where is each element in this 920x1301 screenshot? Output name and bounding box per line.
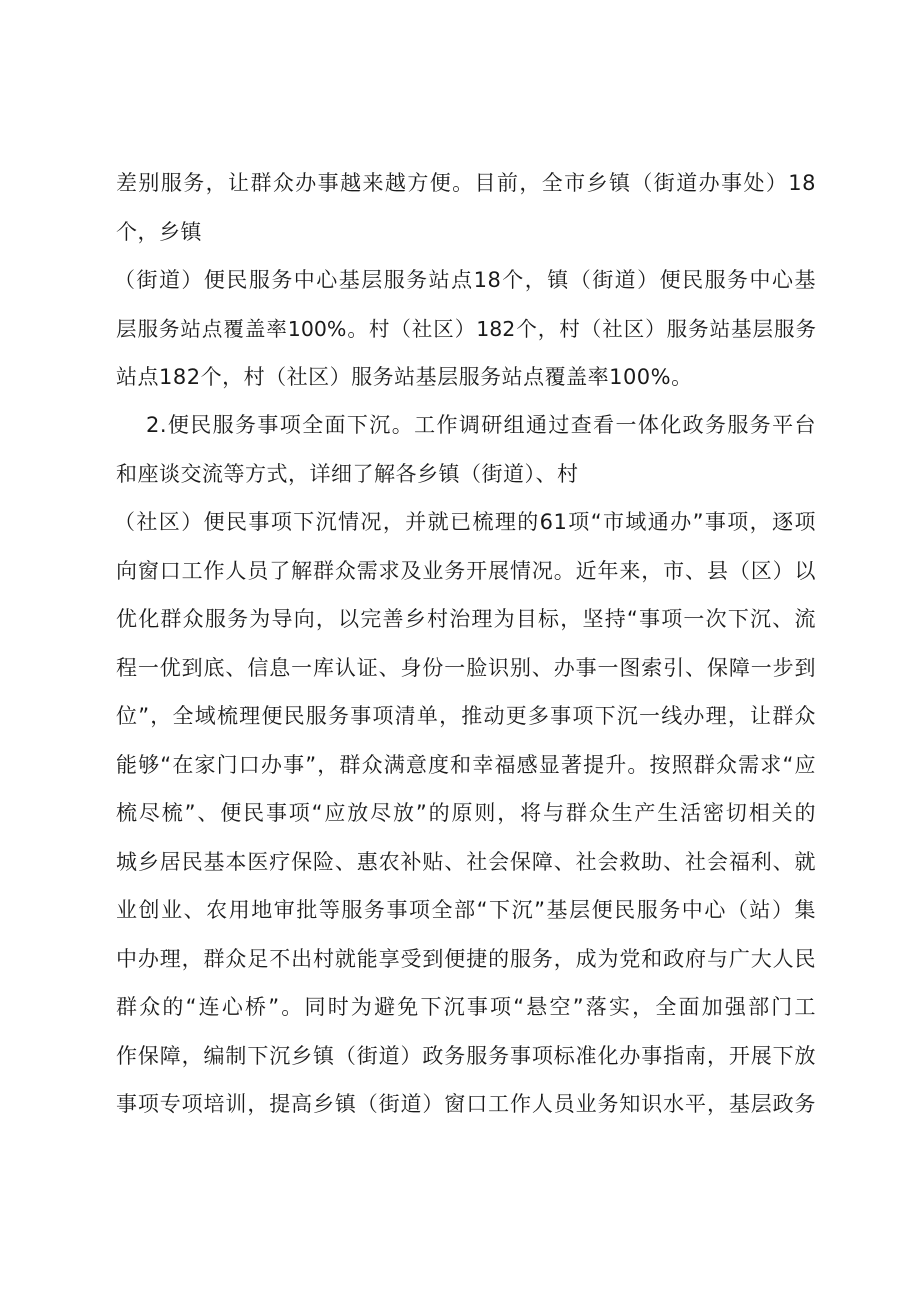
text-line: 优化群众服务为导向，以完善乡村治理为目标，坚持“事项一次下沉、流 (116, 607, 816, 631)
text-line: 作保障，编制下沉乡镇（街道）政务服务事项标准化办事指南，开展下放 (116, 1044, 816, 1068)
text-line: （社区）便民事项下沉情况，并就已梳理的61项“市域通办”事项，逐项 (114, 510, 816, 534)
text-line: 业创业、农用地审批等服务事项全部“下沉”基层便民服务中心（站）集 (116, 898, 816, 922)
text-line: 和座谈交流等方式，详细了解各乡镇（街道）、村 (116, 462, 579, 486)
text-line: 向窗口工作人员了解群众需求及业务开展情况。近年来，市、县（区）以 (116, 559, 816, 583)
text-line: （街道）便民服务中心基层服务站点18个，镇（街道）便民服务中心基 (114, 268, 816, 292)
text-line: 站点182个，村（社区）服务站基层服务站点覆盖率100%。 (116, 365, 693, 389)
text-line: 城乡居民基本医疗保险、惠农补贴、社会保障、社会救助、社会福利、就 (116, 850, 816, 874)
text-line: 程一优到底、信息一库认证、身份一脸识别、办事一图索引、保障一步到 (116, 656, 816, 680)
text-line: 位”，全域梳理便民服务事项清单，推动更多事项下沉一线办理，让群众 (116, 704, 816, 728)
text-line: 能够“在家门口办事”，群众满意度和幸福感显著提升。按照群众需求“应 (116, 753, 816, 777)
text-line: 中办理，群众足不出村就能享受到便捷的服务，成为党和政府与广大人民 (116, 947, 816, 971)
text-line: 个，乡镇 (116, 220, 202, 244)
text-line: 群众的“连心桥”。同时为避免下沉事项“悬空”落实，全面加强部门工 (116, 995, 816, 1019)
text-line: 2.便民服务事项全面下沉。工作调研组通过查看一体化政务服务平台 (146, 413, 816, 437)
text-line: 梳尽梳”、便民事项“应放尽放”的原则，将与群众生产生活密切相关的 (116, 801, 816, 825)
text-line: 层服务站点覆盖率100%。村（社区）182个，村（社区）服务站基层服务 (116, 317, 816, 341)
text-line: 事项专项培训，提高乡镇（街道）窗口工作人员业务知识水平，基层政务 (116, 1092, 816, 1116)
text-line: 差别服务，让群众办事越来越方便。目前，全市乡镇（街道办事处）18 (116, 171, 816, 195)
